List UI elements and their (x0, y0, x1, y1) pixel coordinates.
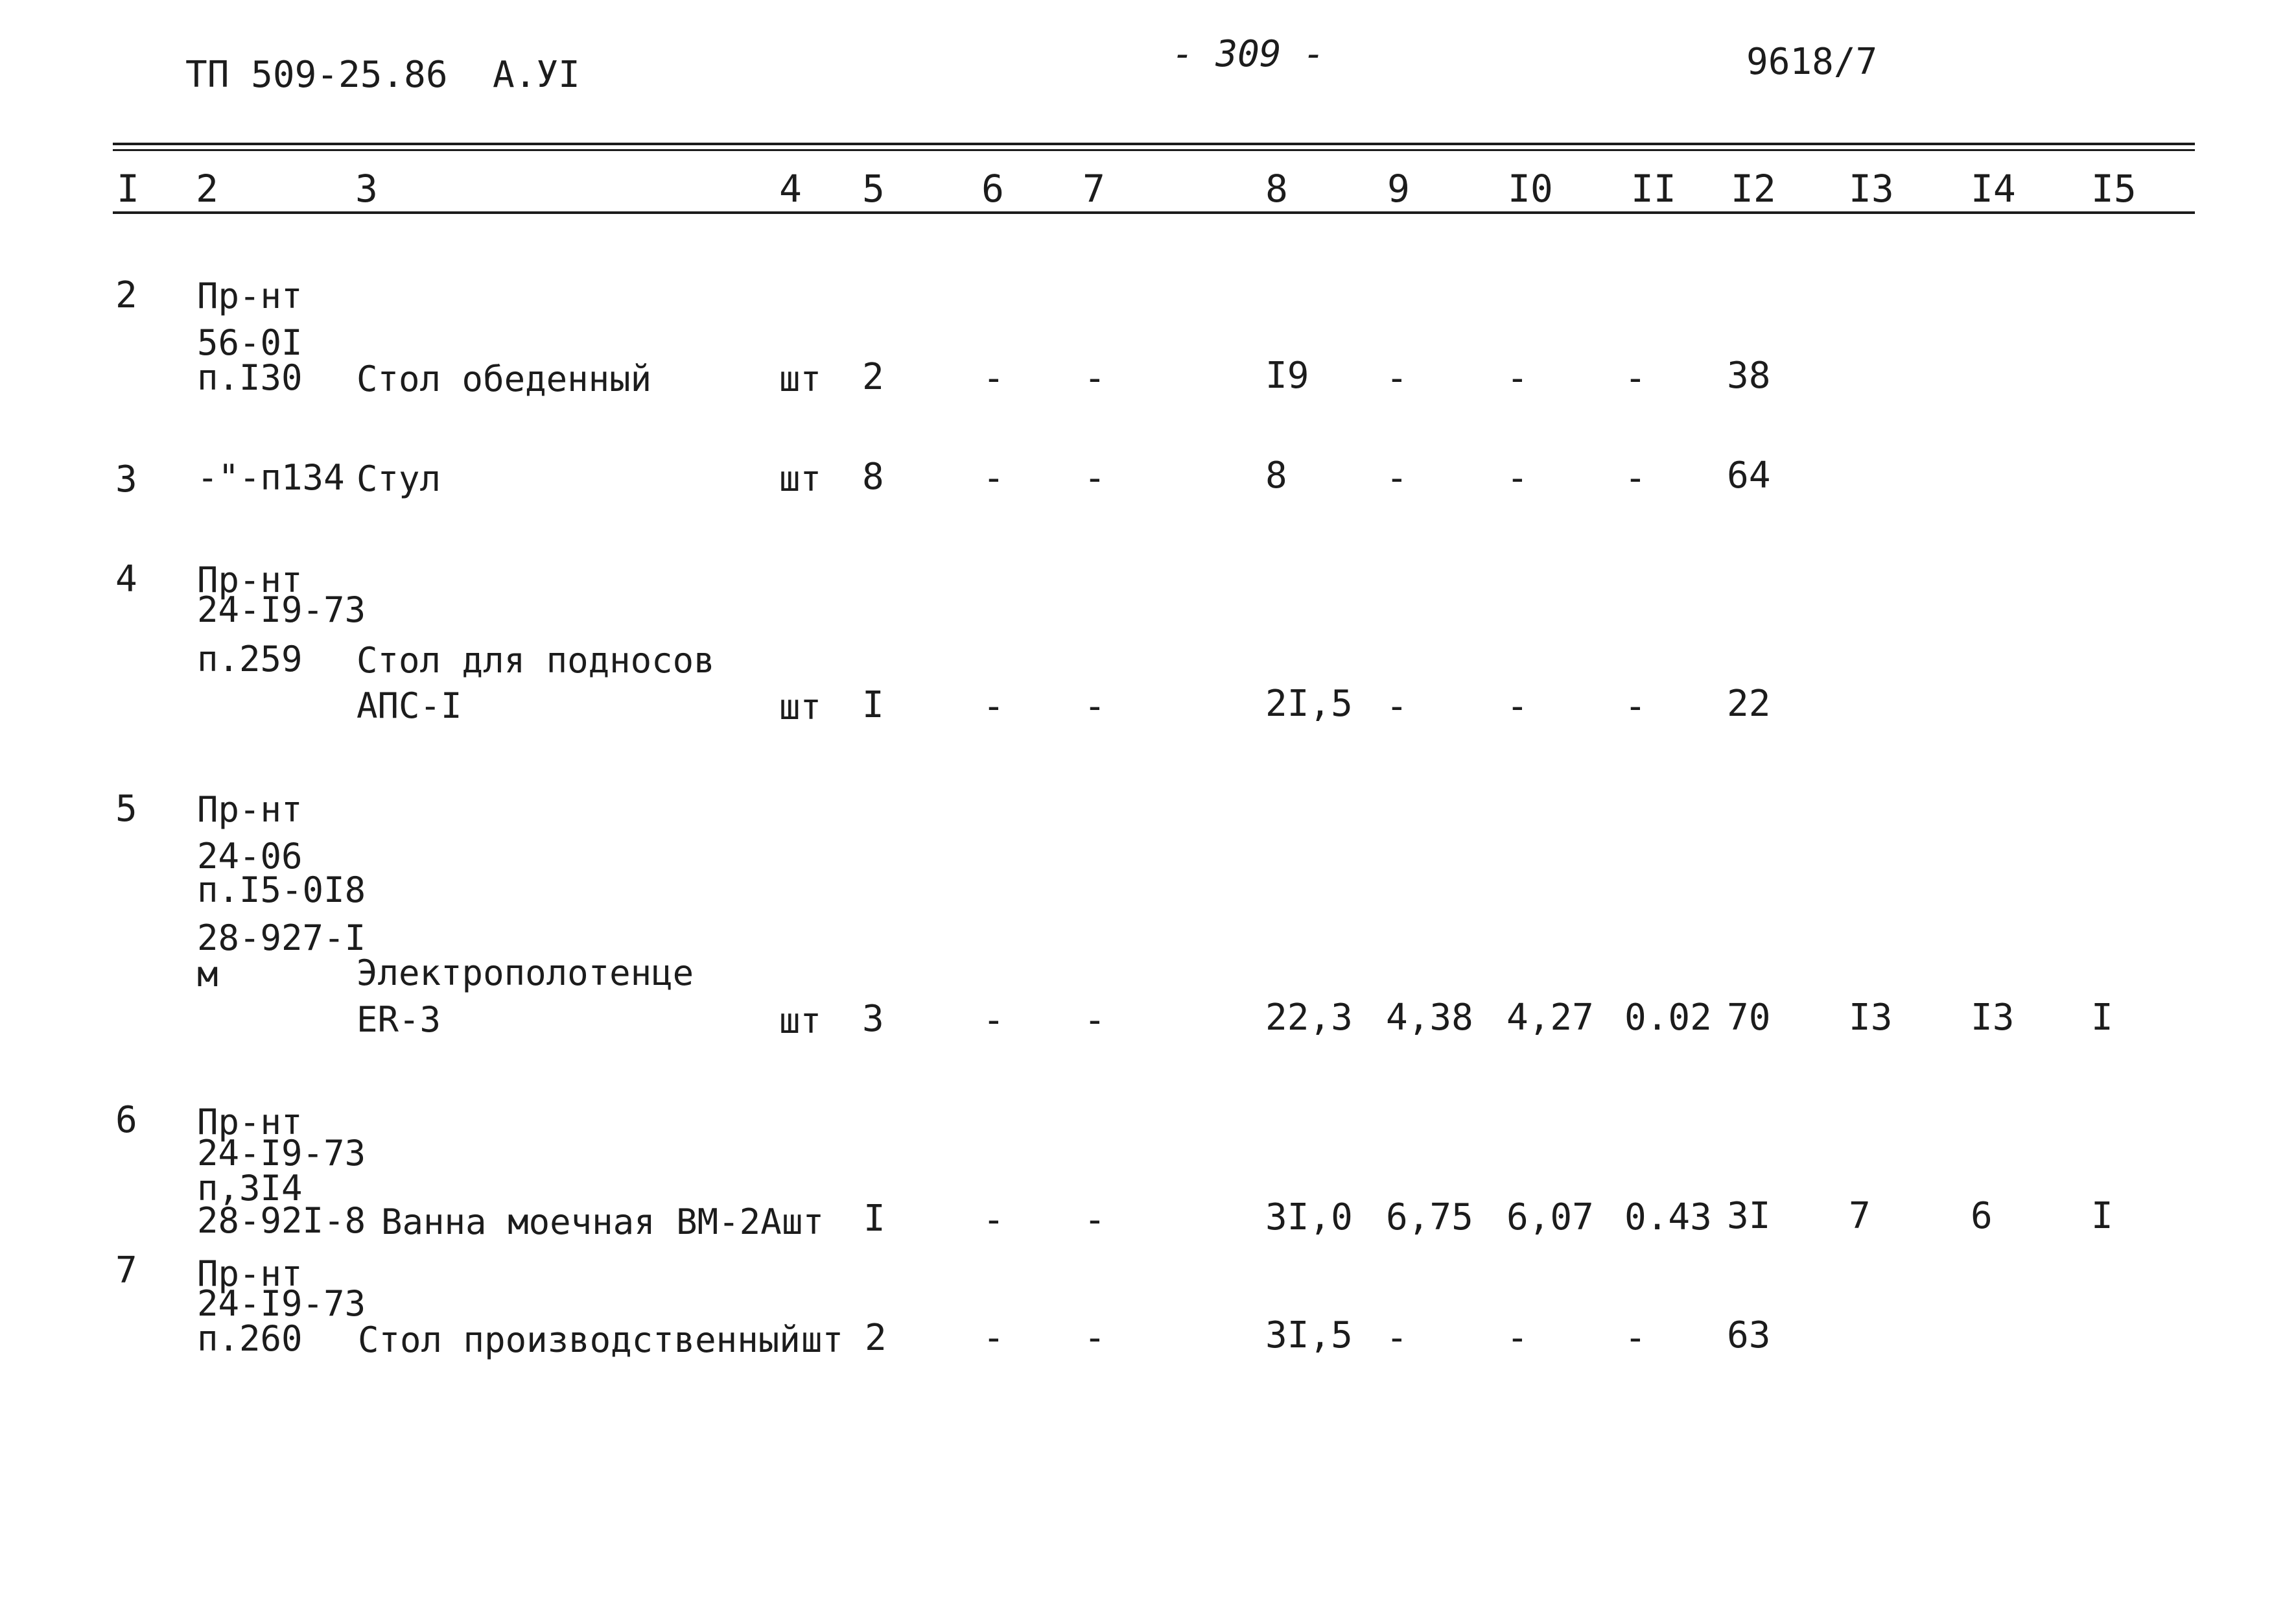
cell-c6: - (983, 999, 1005, 1041)
cell-c9: - (1386, 357, 1408, 399)
column-number: 7 (1083, 167, 1105, 211)
ref-line: 56-0I (197, 322, 303, 363)
column-number: I0 (1508, 167, 1553, 211)
ref-line: -"-п134 (197, 457, 345, 498)
cell-c11: - (1624, 685, 1646, 727)
row-number: 5 (115, 788, 137, 830)
row-number: 7 (115, 1249, 137, 1292)
cell-c15: I (2091, 1195, 2113, 1237)
cell-c12: 38 (1727, 355, 1771, 397)
qty-cell: I (862, 684, 884, 726)
item-name: АПС-I (357, 685, 462, 726)
ref-line: 28-92I-8 (197, 1200, 366, 1241)
cell-c10: - (1506, 1317, 1529, 1359)
cell-c12: 63 (1727, 1314, 1771, 1356)
ref-line: п.I5-0I8 (197, 869, 366, 910)
cell-c6: - (983, 685, 1005, 727)
ref-line: 24-I9-73 (197, 1283, 366, 1324)
cell-c13: I3 (1849, 997, 1893, 1039)
qty-cell: I (863, 1198, 885, 1240)
row-number: 6 (115, 1099, 137, 1141)
item-name: ER-3 (357, 999, 441, 1040)
cell-c8: 3I,0 (1265, 1196, 1353, 1238)
unit-cell: шт (782, 1201, 825, 1242)
cell-c6: - (983, 1199, 1005, 1241)
item-name: Стол обеденный (357, 359, 652, 399)
cell-c8: 2I,5 (1265, 683, 1353, 725)
column-number: I2 (1731, 167, 1776, 211)
ref-line: Пр-нт (197, 789, 303, 830)
cell-c9: 4,38 (1386, 997, 1473, 1039)
cell-c10: - (1506, 685, 1529, 727)
cell-c10: - (1506, 357, 1529, 399)
ref-line: Пр-нт (197, 1102, 303, 1142)
unit-cell: шт (801, 1319, 844, 1360)
header-top-rule (113, 143, 2195, 145)
cell-c10: 4,27 (1506, 997, 1594, 1039)
row-number: 4 (115, 558, 137, 600)
cell-c9: - (1386, 457, 1408, 499)
cell-c7: - (1084, 357, 1106, 399)
column-number: 6 (981, 167, 1004, 211)
cell-c7: - (1084, 457, 1106, 499)
album-number: А.УI (493, 54, 580, 96)
header-top-rule-2 (113, 149, 2195, 151)
cell-c8: I9 (1265, 355, 1309, 397)
ref-line: Пр-нт (197, 1253, 303, 1294)
cell-c10: - (1506, 457, 1529, 499)
column-number: 4 (779, 167, 802, 211)
cell-c8: 3I,5 (1265, 1314, 1353, 1356)
cell-c10: 6,07 (1506, 1196, 1594, 1238)
column-number: 8 (1265, 167, 1288, 211)
cell-c14: I3 (1971, 997, 2015, 1039)
column-number: 9 (1387, 167, 1410, 211)
item-name: Ванна моечная ВМ-2А (381, 1201, 782, 1242)
ref-line: Пр-нт (197, 560, 303, 600)
ref-line: Пр-нт (197, 276, 303, 316)
ref-line: п.260 (197, 1318, 303, 1359)
cell-c14: 6 (1971, 1195, 1993, 1237)
cell-c12: 70 (1727, 997, 1771, 1039)
ref-line: 24-06 (197, 836, 303, 877)
ref-line: 28-927-I (197, 917, 366, 958)
cell-c6: - (983, 1317, 1005, 1359)
ref-line: п,3I4 (197, 1168, 303, 1209)
item-name: Стол для подносов (357, 640, 715, 681)
cell-c7: - (1084, 1199, 1106, 1241)
row-number: 2 (115, 274, 137, 316)
cell-c11: - (1624, 357, 1646, 399)
cell-c9: 6,75 (1386, 1196, 1473, 1238)
ref-line: 24-I9-73 (197, 1133, 366, 1174)
unit-cell: шт (779, 458, 822, 499)
cell-c7: - (1084, 685, 1106, 727)
ref-line: 24-I9-73 (197, 589, 366, 630)
cell-c6: - (983, 457, 1005, 499)
row-number: 3 (115, 458, 137, 501)
ref-line: п.I30 (197, 357, 303, 398)
cell-c7: - (1084, 999, 1106, 1041)
cell-c11: 0.43 (1624, 1196, 1712, 1238)
column-number: 3 (355, 167, 378, 211)
qty-cell: 2 (865, 1317, 887, 1359)
cell-c12: 64 (1727, 455, 1771, 497)
qty-cell: 8 (862, 456, 884, 498)
cell-c11: 0.02 (1624, 997, 1712, 1039)
cell-c7: - (1084, 1317, 1106, 1359)
unit-cell: шт (779, 1000, 822, 1041)
column-number: 2 (196, 167, 218, 211)
cell-c9: - (1386, 685, 1408, 727)
item-name: Стул (357, 458, 441, 499)
unit-cell: шт (779, 687, 822, 727)
cell-c9: - (1386, 1317, 1408, 1359)
ref-line: м (197, 954, 218, 995)
ref-line: п.259 (197, 639, 303, 680)
item-name: Электрополотенце (357, 952, 694, 993)
cell-c13: 7 (1849, 1195, 1871, 1237)
item-name: Стол производственный (358, 1319, 801, 1360)
column-number: I4 (1971, 167, 2016, 211)
column-number: I (117, 167, 139, 211)
doc-code: ТП 509-25.86 (185, 54, 448, 96)
cell-c11: - (1624, 457, 1646, 499)
cell-c6: - (983, 357, 1005, 399)
column-number: I3 (1849, 167, 1894, 211)
page-number: - 309 - (1172, 33, 1326, 75)
column-number: II (1631, 167, 1676, 211)
cell-c15: I (2091, 997, 2113, 1039)
column-number: 5 (862, 167, 885, 211)
cell-c8: 8 (1265, 455, 1287, 497)
unit-cell: шт (779, 359, 822, 399)
cell-c12: 22 (1727, 683, 1771, 725)
cell-c8: 22,3 (1265, 997, 1353, 1039)
header-bottom-rule (113, 211, 2195, 214)
cell-c11: - (1624, 1317, 1646, 1359)
column-number: I5 (2091, 167, 2137, 211)
qty-cell: 2 (862, 356, 884, 398)
cell-c12: 3I (1727, 1195, 1771, 1237)
sheet-code: 9618/7 (1746, 41, 1878, 83)
qty-cell: 3 (862, 998, 884, 1040)
